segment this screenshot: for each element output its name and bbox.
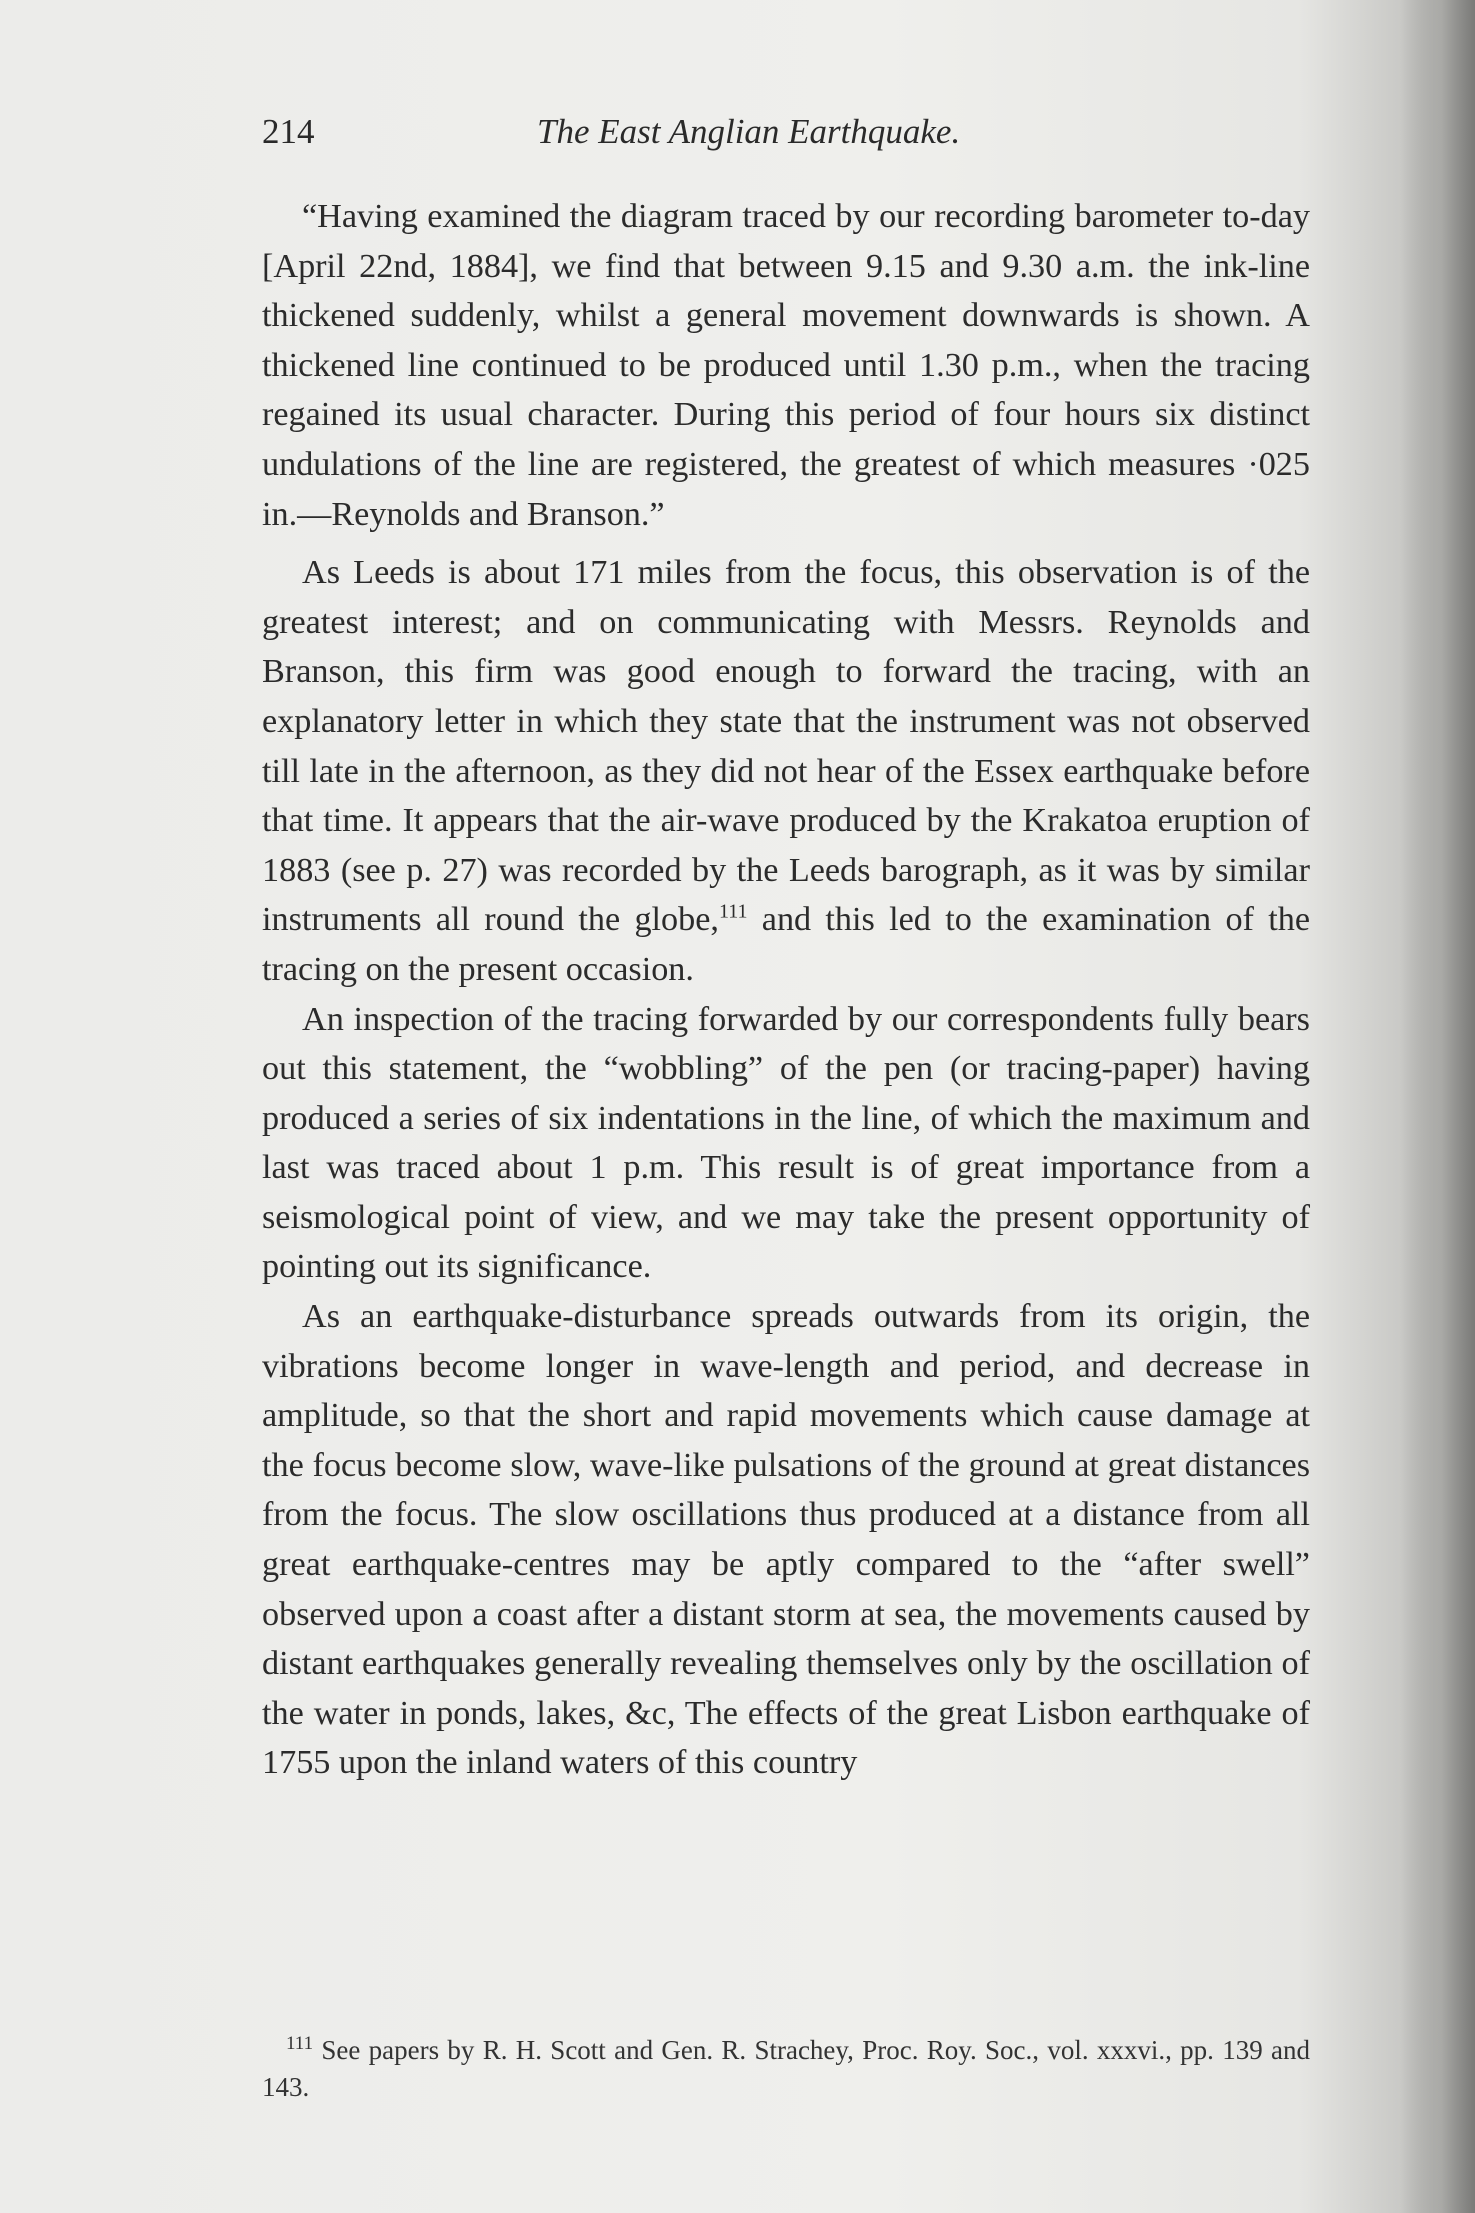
footnote-number: 111 [286, 2033, 314, 2054]
footnote-reference: 111 [718, 900, 748, 923]
paragraph-leeds-text-b: and this led to the examination of the tracing on the present occasion. [262, 901, 1310, 988]
page-header [262, 112, 1310, 162]
page-spine-shadow [1400, 0, 1475, 2213]
paragraph-quotation: “Having examined the diagram traced by our recording barometer to-day [April 22nd, 1884], we find that between 9.15 and 9.30 a.m. the ink-line thickened suddenly, whilst a general movement downwards is shown. A thickened line continued to be produced until 1.30 p.m., when the tracing regained its usual character. During this period of four hours six distinct undulations of the line are registered, the greatest of which measures ·025 in.—Reynolds and Branson.” [262, 198, 1310, 533]
footnote [262, 2032, 1310, 2106]
running-title: The East Anglian Earthquake. [537, 112, 961, 151]
paragraph-leeds [262, 548, 1310, 994]
paragraph-inspection: An inspection of the tracing forwarded by our correspondents fully bears out this statement, the “wobbling” of the pen (or tracing-paper) having produced a series of six indentations in the line, of which the maximum and last was traced about 1 p.m. This result is of great importance from a seismological point of view, and we may take the present opportunity of pointing out its significance. [262, 1000, 1310, 1286]
body-text [262, 192, 1310, 1788]
paragraph-leeds-text-a: As Leeds is about 171 miles from the focus, this observation is of the greatest interest; and on communicating with Messrs. Reynolds and Branson, this firm was good enough to forward the tracing, with an explanatory letter in which they state that the instrument was not observed till late in the afternoon, as they did not hear of the Essex earthquake before that time. It appears that the air-wave produced by the Krakatoa eruption of 1883 (see p. 27) was recorded by the Leeds barograph, as it was by similar instruments all round the globe, [262, 554, 1310, 939]
footnote-text: See papers by R. H. Scott and Gen. R. Strachey, Proc. Roy. Soc., vol. xxxvi., pp. 139 and 143. [262, 2035, 1310, 2102]
paragraph-disturbance: As an earthquake-disturbance spreads outwards from its origin, the vibrations become longer in wave-length and period, and decrease in amplitude, so that the short and rapid movements which cause damage at the focus become slow, wave-like pulsations of the ground at great distances from the focus. The slow oscillations thus produced at a distance from all great earthquake-centres may be aptly compared to the “after swell” observed upon a coast after a distant storm at sea, the movements caused by distant earthquakes generally revealing themselves only by the oscillation of the water in ponds, lakes, &c, The effects of the great Lisbon earthquake of 1755 upon the inland waters of this country [262, 1298, 1310, 1782]
page-number: 214 [262, 112, 315, 151]
